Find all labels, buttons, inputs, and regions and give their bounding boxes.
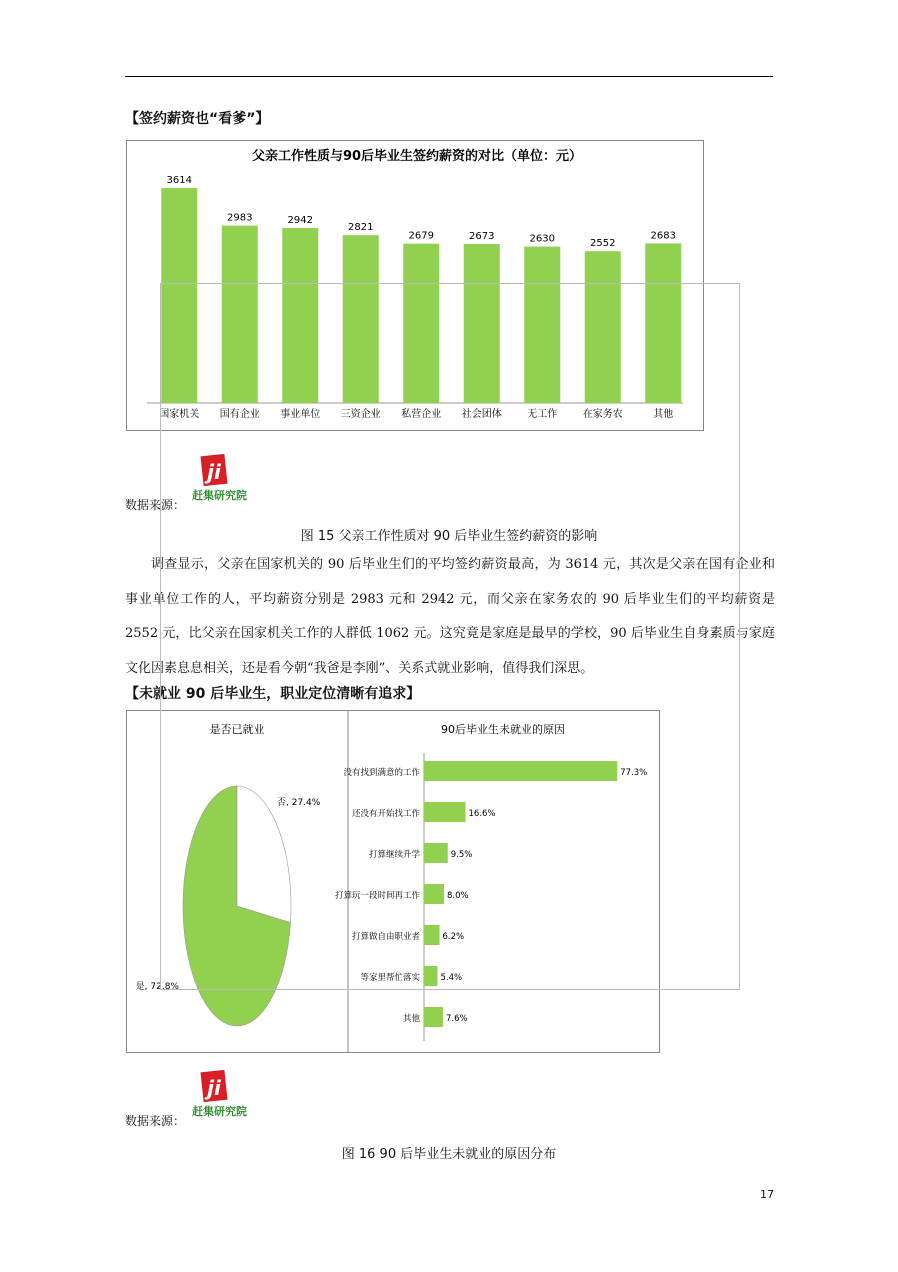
bar-value-label: 2683 [650, 230, 676, 242]
employment-pie [136, 786, 321, 1026]
pie-slice-label: 否, 27.4% [277, 798, 321, 808]
section-heading-unemployed: 【未就业 90 后毕业生，职业定位清晰有追求】 [125, 686, 421, 702]
bar [585, 251, 621, 403]
logo-text: 赶集研究院 [192, 1105, 247, 1118]
figure-15-caption: 图 15 父亲工作性质对 90 后毕业生签约薪资的影响 [300, 529, 598, 544]
bar-value-label: 2673 [469, 231, 495, 243]
hbar [424, 884, 444, 904]
bar [282, 228, 318, 403]
bar [343, 235, 379, 403]
hbar [424, 761, 617, 781]
bar-value-label: 2942 [287, 215, 313, 227]
bar [524, 247, 560, 403]
logo-mark-icon [192, 453, 232, 489]
bar [403, 244, 439, 403]
bar-value-label: 2552 [590, 238, 616, 250]
hbar-category-label: 打算做自由职业者 [351, 932, 420, 942]
hbar [424, 1007, 443, 1027]
category-label: 三资企业 [340, 409, 381, 420]
hbar [424, 843, 448, 863]
source-label-2: 数据来源： [125, 1114, 186, 1128]
reasons-bars [335, 761, 647, 1027]
category-label: 在家务农 [582, 409, 623, 420]
hbar-chart-title: 90后毕业生未就业的原因 [441, 723, 565, 736]
hbar-category-label: 打算继续升学 [368, 850, 420, 860]
pie-chart-title: 是否已就业 [209, 723, 265, 736]
paragraph-text: 调查显示，父亲在国家机关的 90 后毕业生们的平均签约薪资最高，为 3614 元，其次是父亲在国有企业和事业单位工作的人，平均薪资分别是 2983 元和 2942 元，而父亲在家务农的 90 后毕业生们的平均薪资是 2552 元，比父亲在国家机关工作的人群低 1062 元。这究竟是家庭是最早的学校，90 后毕业生自身素质与家庭文化因素息息相关，还是看今朝“我爸是李刚”、关系式就业影响，值得我们深思。 [125, 557, 775, 676]
hbar-category-label: 其他 [402, 1014, 420, 1024]
bar-value-label: 3614 [166, 175, 192, 187]
hbar-category-label: 打算玩一段时间再工作 [334, 891, 420, 901]
unemployment-chart-svg [127, 711, 659, 1052]
bar [464, 244, 500, 403]
hbar-value-label: 9.5% [450, 850, 473, 860]
analysis-paragraph [125, 548, 775, 686]
hbar [424, 802, 466, 822]
hbar-value-label: 16.6% [468, 809, 496, 819]
bar-value-label: 2983 [227, 212, 253, 224]
hbar-category-label: 还没有开始找工作 [351, 809, 420, 819]
salary-bar-chart-svg [127, 141, 703, 430]
source-label: 数据来源： [125, 498, 186, 512]
logo-text: 赶集研究院 [192, 489, 247, 502]
hbar-category-label: 没有找到满意的工作 [343, 768, 420, 778]
hbar-value-label: 8.0% [447, 891, 469, 901]
hbar [424, 925, 440, 945]
hbar-value-label: 77.3% [620, 768, 648, 778]
bar-value-label: 2630 [529, 233, 555, 245]
section-heading-salary: 【签约薪资也“看爹”】 [125, 111, 270, 127]
ganji-logo-2 [192, 1069, 247, 1118]
hbar-value-label: 5.4% [440, 973, 463, 983]
bar [645, 243, 681, 403]
bar-value-label: 2679 [408, 230, 434, 242]
category-label: 社会团体 [461, 409, 502, 420]
category-label: 国家机关 [159, 409, 200, 420]
logo-mark-icon [192, 1069, 232, 1105]
pie-slice-label: 是, 72.8% [135, 982, 179, 992]
category-label: 事业单位 [280, 409, 321, 420]
header-rule [125, 76, 773, 77]
category-label: 国有企业 [219, 409, 260, 420]
unemployment-chart-frame [126, 710, 660, 1053]
page-number: 17 [760, 1188, 774, 1201]
svg-text:ji: ji [207, 1076, 221, 1100]
bar-value-label: 2821 [348, 222, 374, 234]
salary-bar-chart [126, 140, 704, 431]
category-label: 其他 [653, 409, 674, 420]
bar [161, 188, 197, 403]
hbar-value-label: 6.2% [442, 932, 465, 942]
ganji-logo [192, 453, 247, 502]
bar [222, 226, 258, 403]
svg-text:ji: ji [207, 460, 221, 484]
category-label: 私营企业 [401, 409, 442, 420]
chart-title: 父亲工作性质与90后毕业生签约薪资的对比（单位：元） [251, 149, 583, 164]
hbar [424, 966, 438, 986]
figure-16-caption: 图 16 90 后毕业生未就业的原因分布 [341, 1147, 557, 1162]
category-label: 无工作 [527, 409, 558, 420]
hbar-category-label: 等家里帮忙落实 [360, 973, 420, 983]
hbar-value-label: 7.6% [446, 1014, 468, 1024]
